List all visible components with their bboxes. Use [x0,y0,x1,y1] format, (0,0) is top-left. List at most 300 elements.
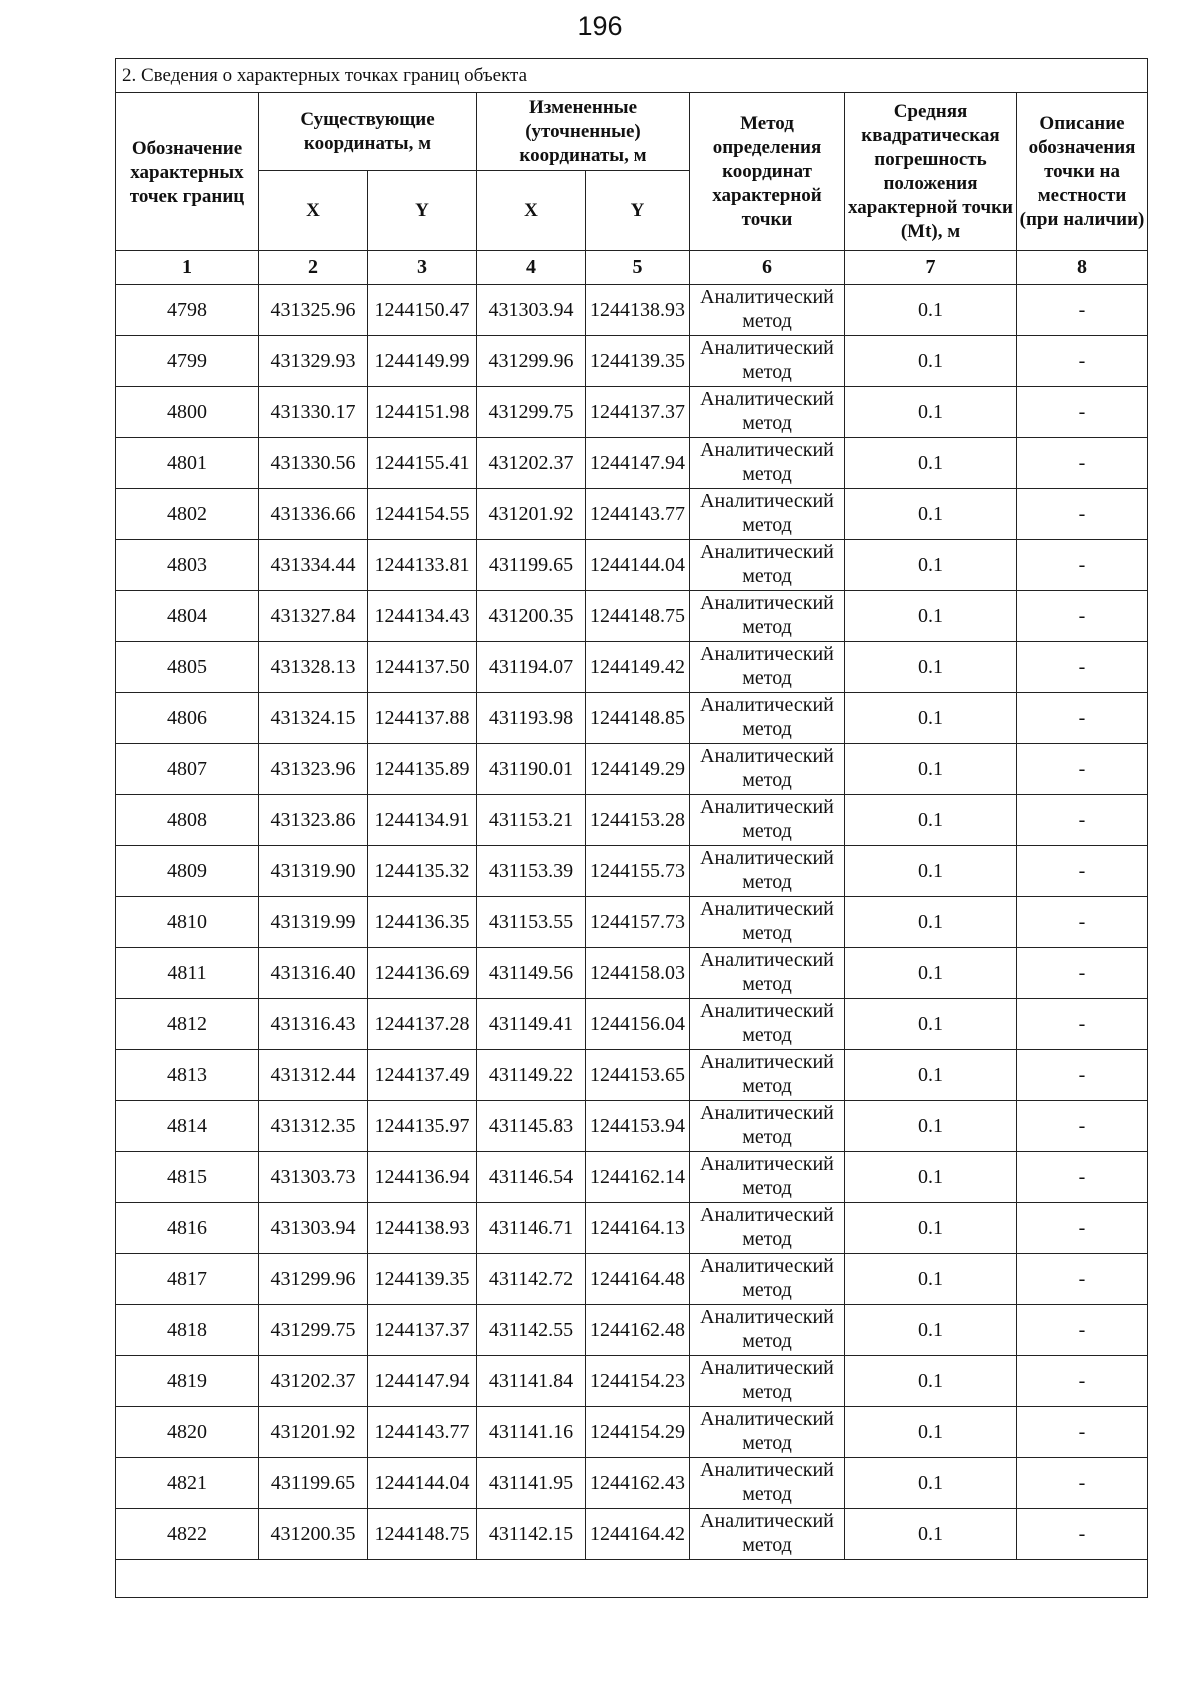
method-line2: метод [742,1534,792,1556]
boundary-points-table [115,58,1148,1598]
description-cell: - [1017,1407,1148,1458]
point-id-cell: 4821 [116,1458,259,1509]
changed-y-cell: 1244149.42 [586,642,690,693]
method-line1: Аналитический [700,490,834,512]
method-cell [690,1305,845,1356]
point-id-cell: 4810 [116,897,259,948]
changed-y-cell: 1244157.73 [586,897,690,948]
error-cell: 0.1 [845,1203,1017,1254]
changed-x-cell: 431190.01 [477,744,586,795]
method-line2: метод [742,667,792,689]
point-id-cell: 4817 [116,1254,259,1305]
table-row [116,693,1148,744]
error-cell: 0.1 [845,1254,1017,1305]
method-line1: Аналитический [700,1408,834,1430]
description-cell: - [1017,285,1148,336]
method-line2: метод [742,565,792,587]
method-line1: Аналитический [700,949,834,971]
method-line1: Аналитический [700,847,834,869]
method-line2: метод [742,1024,792,1046]
column-numbers-row [116,251,1148,285]
description-cell: - [1017,693,1148,744]
changed-y-cell: 1244144.04 [586,540,690,591]
method-line1: Аналитический [700,796,834,818]
header-designation: Обозначение характерных точек границ [116,93,259,251]
changed-x-cell: 431141.84 [477,1356,586,1407]
description-cell: - [1017,1203,1148,1254]
header-existing-x: X [259,171,368,251]
changed-y-cell: 1244162.43 [586,1458,690,1509]
changed-x-cell: 431149.41 [477,999,586,1050]
table-row [116,1203,1148,1254]
error-cell: 0.1 [845,387,1017,438]
table-row [116,540,1148,591]
error-cell: 0.1 [845,948,1017,999]
point-id-cell: 4813 [116,1050,259,1101]
table-body [116,285,1148,1560]
method-line2: метод [742,514,792,536]
error-cell: 0.1 [845,744,1017,795]
column-number: 1 [116,251,259,285]
description-cell: - [1017,642,1148,693]
table-row [116,336,1148,387]
method-cell [690,1152,845,1203]
changed-y-cell: 1244153.28 [586,795,690,846]
description-cell: - [1017,1509,1148,1560]
existing-x-cell: 431329.93 [259,336,368,387]
error-cell: 0.1 [845,1050,1017,1101]
point-id-cell: 4820 [116,1407,259,1458]
table-row [116,846,1148,897]
existing-y-cell: 1244137.37 [368,1305,477,1356]
existing-y-cell: 1244134.91 [368,795,477,846]
method-line1: Аналитический [700,337,834,359]
changed-x-cell: 431200.35 [477,591,586,642]
changed-x-cell: 431153.21 [477,795,586,846]
method-cell [690,999,845,1050]
error-cell: 0.1 [845,336,1017,387]
description-cell: - [1017,795,1148,846]
table-row [116,438,1148,489]
changed-x-cell: 431149.56 [477,948,586,999]
method-cell [690,1101,845,1152]
method-line1: Аналитический [700,592,834,614]
error-cell: 0.1 [845,1305,1017,1356]
point-id-cell: 4822 [116,1509,259,1560]
error-cell: 0.1 [845,642,1017,693]
changed-y-cell: 1244148.75 [586,591,690,642]
point-id-cell: 4815 [116,1152,259,1203]
changed-y-cell: 1244153.94 [586,1101,690,1152]
method-cell [690,1509,845,1560]
existing-x-cell: 431319.99 [259,897,368,948]
description-cell: - [1017,1254,1148,1305]
changed-y-cell: 1244137.37 [586,387,690,438]
method-cell [690,285,845,336]
method-line2: метод [742,1330,792,1352]
changed-x-cell: 431201.92 [477,489,586,540]
table-row [116,285,1148,336]
method-cell [690,438,845,489]
column-number: 7 [845,251,1017,285]
column-number: 5 [586,251,690,285]
changed-y-cell: 1244139.35 [586,336,690,387]
point-id-cell: 4800 [116,387,259,438]
existing-y-cell: 1244137.28 [368,999,477,1050]
existing-x-cell: 431202.37 [259,1356,368,1407]
changed-x-cell: 431193.98 [477,693,586,744]
table-row [116,489,1148,540]
changed-x-cell: 431303.94 [477,285,586,336]
method-line1: Аналитический [700,1306,834,1328]
method-cell [690,387,845,438]
method-cell [690,897,845,948]
existing-y-cell: 1244135.89 [368,744,477,795]
error-cell: 0.1 [845,489,1017,540]
table-row [116,744,1148,795]
method-line1: Аналитический [700,1255,834,1277]
method-cell [690,1458,845,1509]
point-id-cell: 4804 [116,591,259,642]
method-line2: метод [742,310,792,332]
method-cell [690,1407,845,1458]
table-row [116,591,1148,642]
point-id-cell: 4809 [116,846,259,897]
description-cell: - [1017,1050,1148,1101]
changed-x-cell: 431199.65 [477,540,586,591]
point-id-cell: 4801 [116,438,259,489]
existing-y-cell: 1244149.99 [368,336,477,387]
error-cell: 0.1 [845,693,1017,744]
description-cell: - [1017,897,1148,948]
method-line1: Аналитический [700,1153,834,1175]
existing-y-cell: 1244135.97 [368,1101,477,1152]
changed-y-cell: 1244148.85 [586,693,690,744]
existing-x-cell: 431200.35 [259,1509,368,1560]
method-line2: метод [742,871,792,893]
existing-y-cell: 1244136.94 [368,1152,477,1203]
point-id-cell: 4799 [116,336,259,387]
method-cell [690,693,845,744]
existing-y-cell: 1244136.69 [368,948,477,999]
changed-x-cell: 431141.16 [477,1407,586,1458]
existing-y-cell: 1244151.98 [368,387,477,438]
existing-y-cell: 1244138.93 [368,1203,477,1254]
method-line2: метод [742,820,792,842]
error-cell: 0.1 [845,1458,1017,1509]
empty-final-row [116,1560,1148,1598]
existing-x-cell: 431312.35 [259,1101,368,1152]
method-line2: метод [742,463,792,485]
description-cell: - [1017,489,1148,540]
description-cell: - [1017,1305,1148,1356]
existing-x-cell: 431336.66 [259,489,368,540]
changed-x-cell: 431299.96 [477,336,586,387]
header-method: Метод определения координат характерной точки [690,93,845,251]
table-row [116,387,1148,438]
error-cell: 0.1 [845,1152,1017,1203]
point-id-cell: 4814 [116,1101,259,1152]
existing-x-cell: 431303.73 [259,1152,368,1203]
point-id-cell: 4812 [116,999,259,1050]
method-line2: метод [742,616,792,638]
page-number: 196 [577,11,623,41]
changed-x-cell: 431202.37 [477,438,586,489]
description-cell: - [1017,744,1148,795]
table-row [116,642,1148,693]
changed-x-cell: 431145.83 [477,1101,586,1152]
column-number: 4 [477,251,586,285]
table-row [116,1305,1148,1356]
point-id-cell: 4819 [116,1356,259,1407]
description-cell: - [1017,336,1148,387]
changed-x-cell: 431141.95 [477,1458,586,1509]
existing-x-cell: 431330.17 [259,387,368,438]
existing-y-cell: 1244154.55 [368,489,477,540]
method-line2: метод [742,1483,792,1505]
empty-cell [116,1560,1148,1598]
method-cell [690,795,845,846]
header-existing-coordinates: Существующие координаты, м [259,93,477,171]
header-existing-y: Y [368,171,477,251]
method-line2: метод [742,1279,792,1301]
table-row [116,1050,1148,1101]
existing-y-cell: 1244148.75 [368,1509,477,1560]
method-cell [690,1203,845,1254]
changed-y-cell: 1244164.48 [586,1254,690,1305]
method-cell [690,489,845,540]
method-line1: Аналитический [700,1102,834,1124]
method-cell [690,1254,845,1305]
existing-x-cell: 431303.94 [259,1203,368,1254]
method-line1: Аналитический [700,1204,834,1226]
method-line1: Аналитический [700,1051,834,1073]
method-line2: метод [742,1228,792,1250]
description-cell: - [1017,1101,1148,1152]
error-cell: 0.1 [845,846,1017,897]
existing-x-cell: 431323.86 [259,795,368,846]
error-cell: 0.1 [845,438,1017,489]
existing-y-cell: 1244137.49 [368,1050,477,1101]
method-line1: Аналитический [700,439,834,461]
existing-x-cell: 431330.56 [259,438,368,489]
existing-y-cell: 1244137.50 [368,642,477,693]
method-line2: метод [742,922,792,944]
description-cell: - [1017,1356,1148,1407]
table-row [116,1152,1148,1203]
existing-x-cell: 431327.84 [259,591,368,642]
header-changed-y: Y [586,171,690,251]
description-cell: - [1017,846,1148,897]
description-cell: - [1017,1152,1148,1203]
table-row [116,1458,1148,1509]
existing-x-cell: 431316.40 [259,948,368,999]
changed-x-cell: 431149.22 [477,1050,586,1101]
method-line1: Аналитический [700,694,834,716]
table-row [116,999,1148,1050]
method-line1: Аналитический [700,286,834,308]
method-line1: Аналитический [700,1000,834,1022]
method-line2: метод [742,1177,792,1199]
table-row [116,795,1148,846]
header-changed-coordinates: Измененные (уточненные) координаты, м [477,93,690,171]
column-number: 6 [690,251,845,285]
method-line1: Аналитический [700,745,834,767]
changed-y-cell: 1244164.13 [586,1203,690,1254]
changed-y-cell: 1244162.48 [586,1305,690,1356]
changed-x-cell: 431299.75 [477,387,586,438]
error-cell: 0.1 [845,285,1017,336]
description-cell: - [1017,387,1148,438]
method-line1: Аналитический [700,1510,834,1532]
changed-x-cell: 431142.15 [477,1509,586,1560]
method-line1: Аналитический [700,1459,834,1481]
method-line2: метод [742,769,792,791]
existing-x-cell: 431325.96 [259,285,368,336]
method-cell [690,336,845,387]
point-id-cell: 4805 [116,642,259,693]
existing-y-cell: 1244150.47 [368,285,477,336]
error-cell: 0.1 [845,795,1017,846]
changed-x-cell: 431142.55 [477,1305,586,1356]
method-line1: Аналитический [700,1357,834,1379]
changed-x-cell: 431146.54 [477,1152,586,1203]
table-row [116,1509,1148,1560]
changed-y-cell: 1244153.65 [586,1050,690,1101]
method-cell [690,948,845,999]
method-cell [690,591,845,642]
header-changed-x: X [477,171,586,251]
table-row [116,1356,1148,1407]
changed-y-cell: 1244147.94 [586,438,690,489]
method-line1: Аналитический [700,643,834,665]
existing-x-cell: 431324.15 [259,693,368,744]
existing-y-cell: 1244135.32 [368,846,477,897]
existing-x-cell: 431316.43 [259,999,368,1050]
existing-x-cell: 431328.13 [259,642,368,693]
existing-y-cell: 1244136.35 [368,897,477,948]
table-row [116,1254,1148,1305]
existing-x-cell: 431334.44 [259,540,368,591]
changed-x-cell: 431153.55 [477,897,586,948]
method-line2: метод [742,412,792,434]
method-line1: Аналитический [700,388,834,410]
existing-x-cell: 431201.92 [259,1407,368,1458]
method-cell [690,744,845,795]
method-line2: метод [742,1126,792,1148]
description-cell: - [1017,948,1148,999]
point-id-cell: 4798 [116,285,259,336]
error-cell: 0.1 [845,1407,1017,1458]
method-line1: Аналитический [700,541,834,563]
section-title: 2. Сведения о характерных точках границ объекта [116,59,1148,93]
changed-x-cell: 431146.71 [477,1203,586,1254]
point-id-cell: 4808 [116,795,259,846]
error-cell: 0.1 [845,1101,1017,1152]
table-row [116,897,1148,948]
changed-y-cell: 1244154.23 [586,1356,690,1407]
existing-x-cell: 431312.44 [259,1050,368,1101]
description-cell: - [1017,540,1148,591]
existing-y-cell: 1244133.81 [368,540,477,591]
error-cell: 0.1 [845,591,1017,642]
changed-y-cell: 1244155.73 [586,846,690,897]
existing-x-cell: 431299.96 [259,1254,368,1305]
point-id-cell: 4818 [116,1305,259,1356]
changed-y-cell: 1244158.03 [586,948,690,999]
method-cell [690,1356,845,1407]
point-id-cell: 4807 [116,744,259,795]
column-number: 3 [368,251,477,285]
existing-y-cell: 1244155.41 [368,438,477,489]
description-cell: - [1017,438,1148,489]
error-cell: 0.1 [845,897,1017,948]
table-row [116,1407,1148,1458]
changed-y-cell: 1244138.93 [586,285,690,336]
changed-x-cell: 431194.07 [477,642,586,693]
method-line1: Аналитический [700,898,834,920]
existing-y-cell: 1244144.04 [368,1458,477,1509]
existing-x-cell: 431199.65 [259,1458,368,1509]
existing-y-cell: 1244139.35 [368,1254,477,1305]
method-cell [690,846,845,897]
method-line2: метод [742,1075,792,1097]
description-cell: - [1017,999,1148,1050]
header-error: Средняя квадратическая погрешность положения характерной точки (Mt), м [845,93,1017,251]
changed-y-cell: 1244162.14 [586,1152,690,1203]
column-number: 2 [259,251,368,285]
error-cell: 0.1 [845,1509,1017,1560]
method-line2: метод [742,1381,792,1403]
existing-y-cell: 1244143.77 [368,1407,477,1458]
method-line2: метод [742,1432,792,1454]
existing-y-cell: 1244137.88 [368,693,477,744]
existing-y-cell: 1244147.94 [368,1356,477,1407]
point-id-cell: 4816 [116,1203,259,1254]
changed-y-cell: 1244164.42 [586,1509,690,1560]
error-cell: 0.1 [845,999,1017,1050]
changed-x-cell: 431153.39 [477,846,586,897]
table-row [116,948,1148,999]
method-line2: метод [742,361,792,383]
changed-x-cell: 431142.72 [477,1254,586,1305]
changed-y-cell: 1244149.29 [586,744,690,795]
point-id-cell: 4806 [116,693,259,744]
description-cell: - [1017,591,1148,642]
point-id-cell: 4803 [116,540,259,591]
changed-y-cell: 1244156.04 [586,999,690,1050]
changed-y-cell: 1244143.77 [586,489,690,540]
table-row [116,1101,1148,1152]
method-cell [690,642,845,693]
method-cell [690,1050,845,1101]
error-cell: 0.1 [845,540,1017,591]
existing-x-cell: 431299.75 [259,1305,368,1356]
point-id-cell: 4802 [116,489,259,540]
column-number: 8 [1017,251,1148,285]
header-description: Описание обозначения точки на местности (при наличии) [1017,93,1148,251]
existing-y-cell: 1244134.43 [368,591,477,642]
method-line2: метод [742,718,792,740]
existing-x-cell: 431319.90 [259,846,368,897]
method-line2: метод [742,973,792,995]
method-cell [690,540,845,591]
description-cell: - [1017,1458,1148,1509]
changed-y-cell: 1244154.29 [586,1407,690,1458]
point-id-cell: 4811 [116,948,259,999]
existing-x-cell: 431323.96 [259,744,368,795]
error-cell: 0.1 [845,1356,1017,1407]
